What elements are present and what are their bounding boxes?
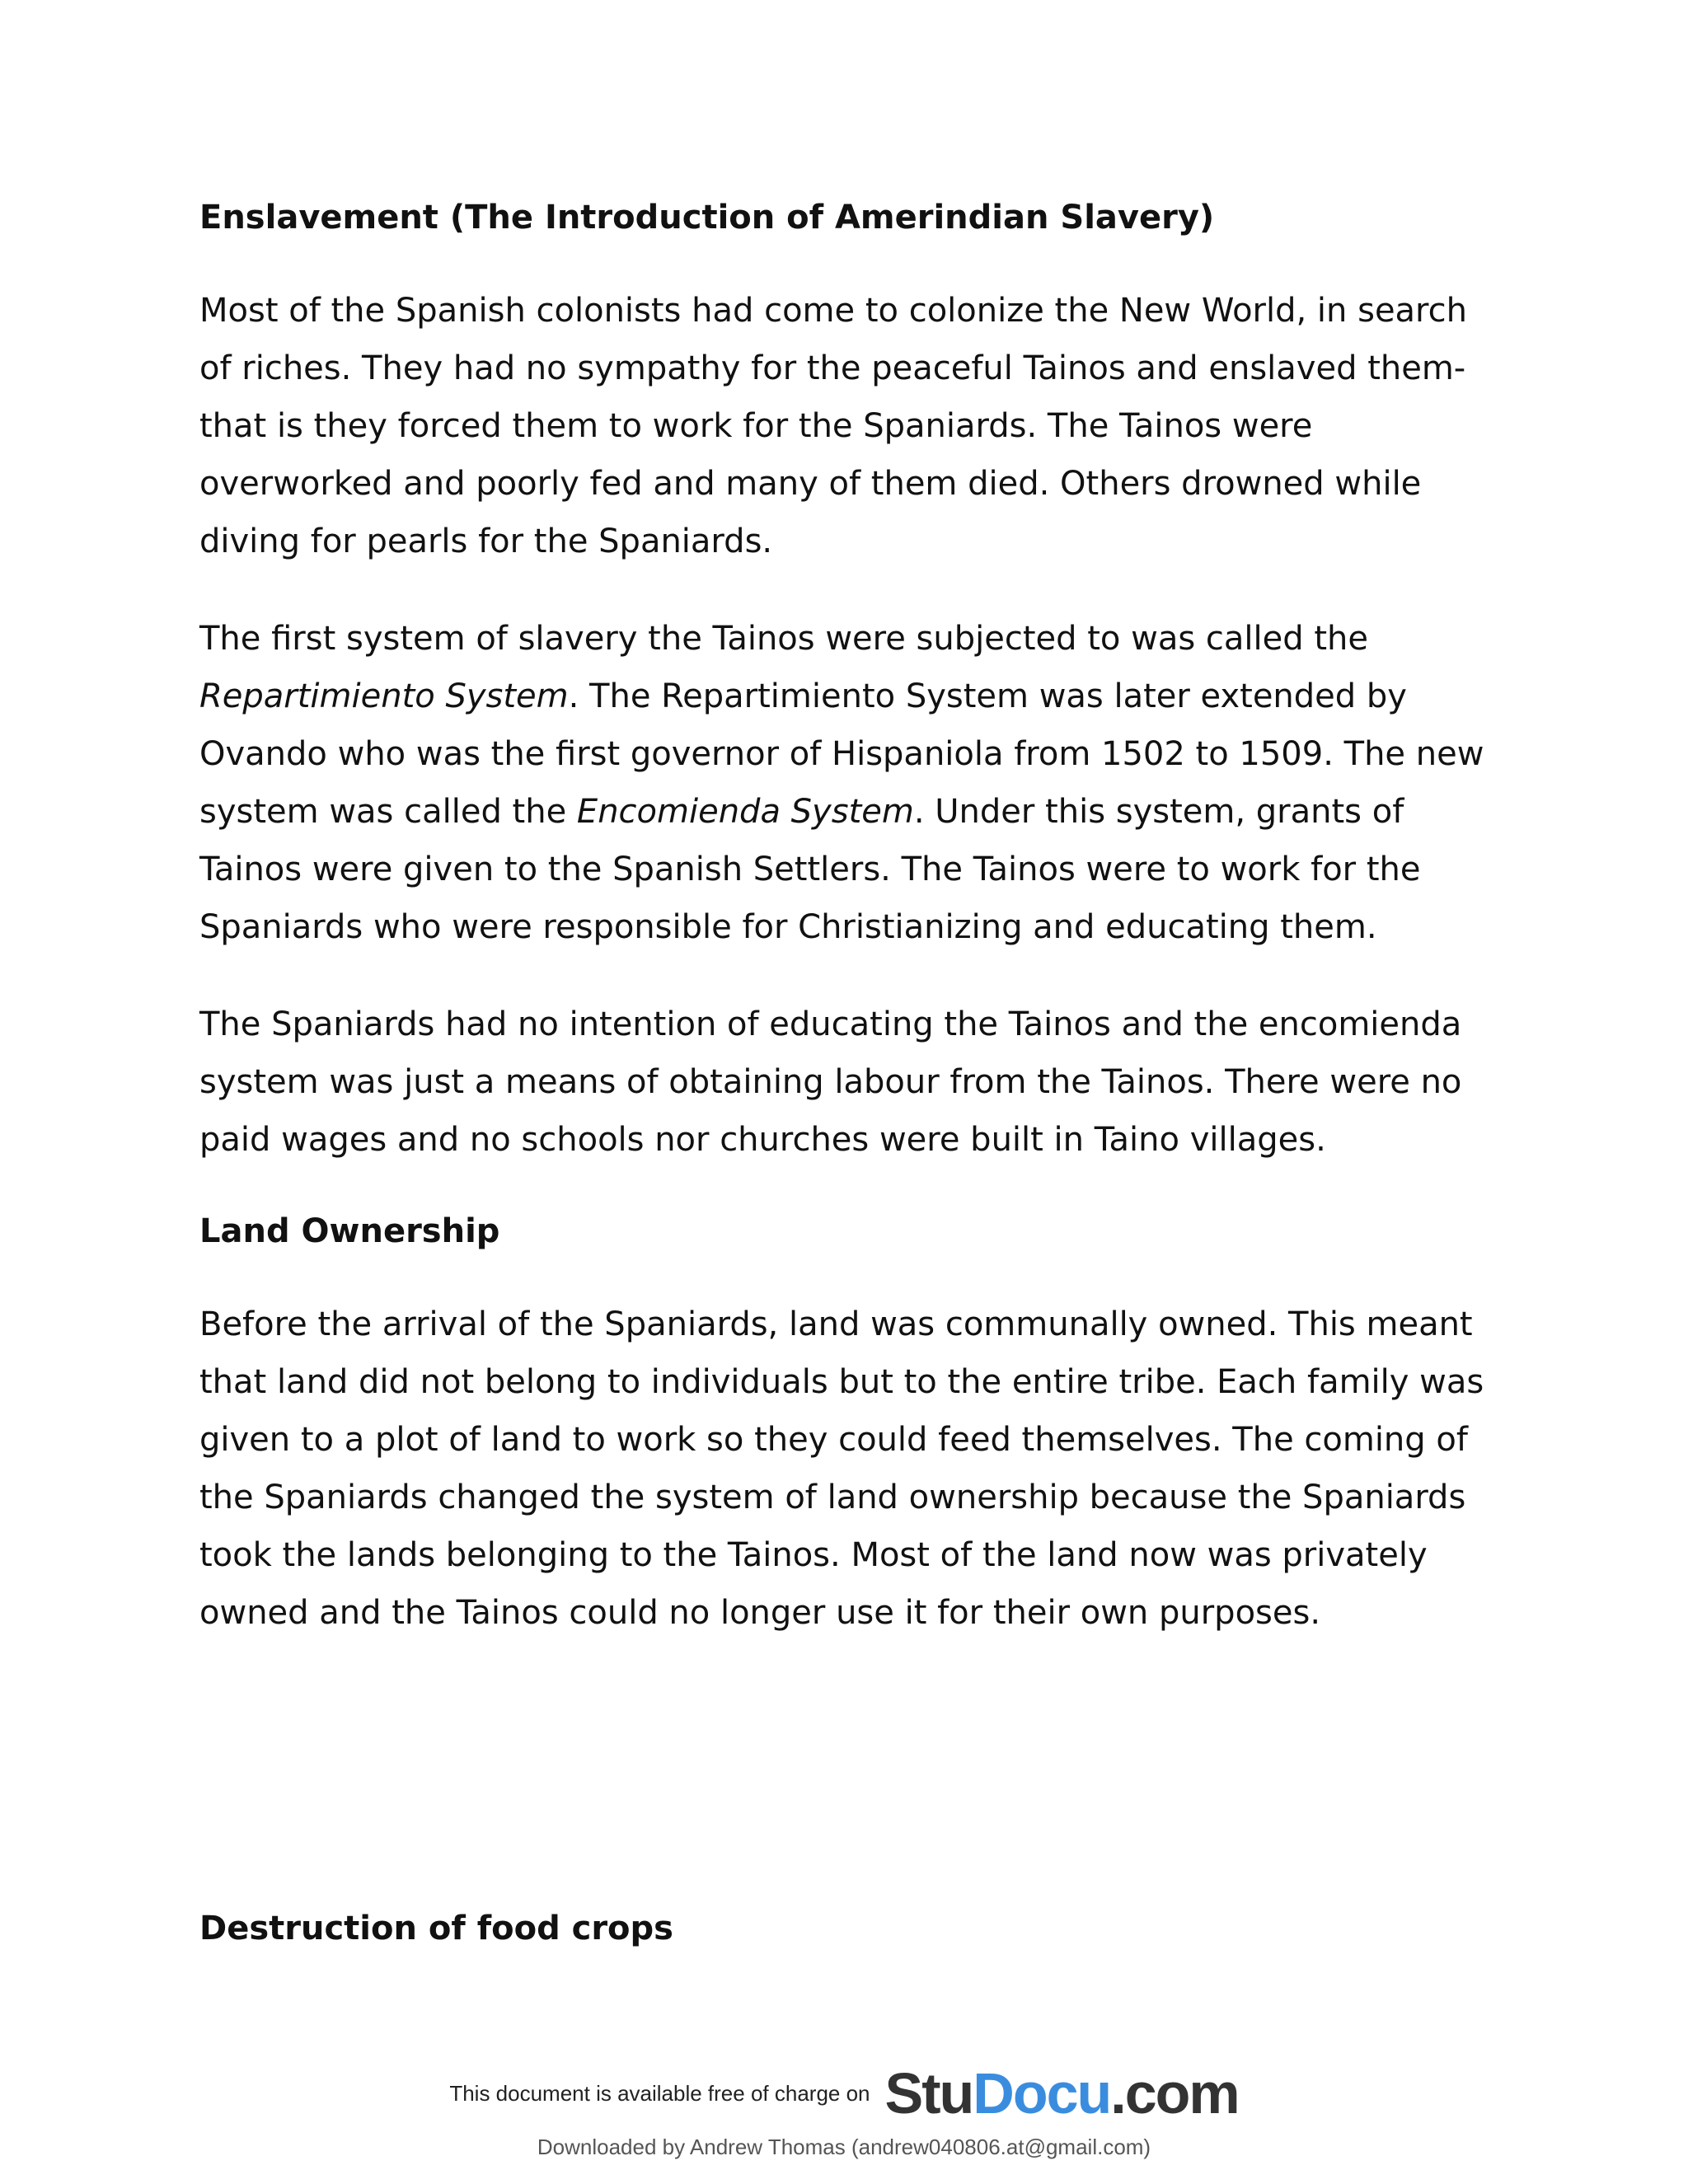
heading-enslavement: Enslavement (The Introduction of Amerindian Slavery) (199, 199, 1215, 237)
heading-destruction-food-crops: Destruction of food crops (199, 1910, 673, 1947)
logo-docu: Docu (973, 2061, 1111, 2125)
term-encomienda: Encomienda System (576, 793, 914, 831)
paragraph-enslavement-3: The Spaniards had no intention of educating the Tainos and the encomienda system was just a means of obtaining labour from the Tainos. There were no paid wages and no schools nor churches were built in Taino villages. (199, 1005, 1462, 1159)
logo-stu: Stu (884, 2061, 973, 2125)
heading-land-ownership: Land Ownership (199, 1212, 500, 1250)
logo-com: .com (1110, 2061, 1239, 2125)
studocu-logo[interactable] (885, 2060, 1239, 2126)
paragraph-enslavement-1: Most of the Spanish colonists had come to colonize the New World, in search of riches. They had no sympathy for the peaceful Tainos and enslaved them- that is they forced them to work for the Spaniards. The Tainos were overworked and poorly fed and many of them died. Others drowned while diving for pearls for the Spaniards. (199, 292, 1467, 560)
paragraph-land-1: Before the arrival of the Spaniards, land was communally owned. This meant that land did not belong to individuals but to the entire tribe. Each family was given to a plot of land to work so they could feed themselves. The coming of the Spaniards changed the system of land ownership because the Spaniards took the lands belonging to the Tainos. Most of the land now was privately owned and the Tainos could no longer use it for their own purposes. (199, 1305, 1484, 1632)
downloaded-by-text: Downloaded by Andrew Thomas (andrew040806.at@gmail.com) (537, 2135, 1151, 2159)
term-repartimiento: Repartimiento System (199, 677, 569, 715)
paragraph-enslavement-2 (199, 610, 1502, 956)
paragraph-text: . Under this system, grants of Tainos were given to the Spanish Settlers. The Tainos were to work for the Spaniards who were responsible for Christianizing and educating them. (199, 793, 1421, 946)
document-body (199, 194, 1502, 1952)
availability-text: This document is available free of charge on (449, 2080, 870, 2106)
paragraph-text: The first system of slavery the Tainos were subjected to was called the (199, 620, 1368, 658)
footer-banner (0, 2060, 1688, 2126)
paragraph-text: . The Repartimiento System was later extended by Ovando who was the first governor of Hispaniola from 1502 to 1509. The new system was called the (199, 677, 1484, 831)
